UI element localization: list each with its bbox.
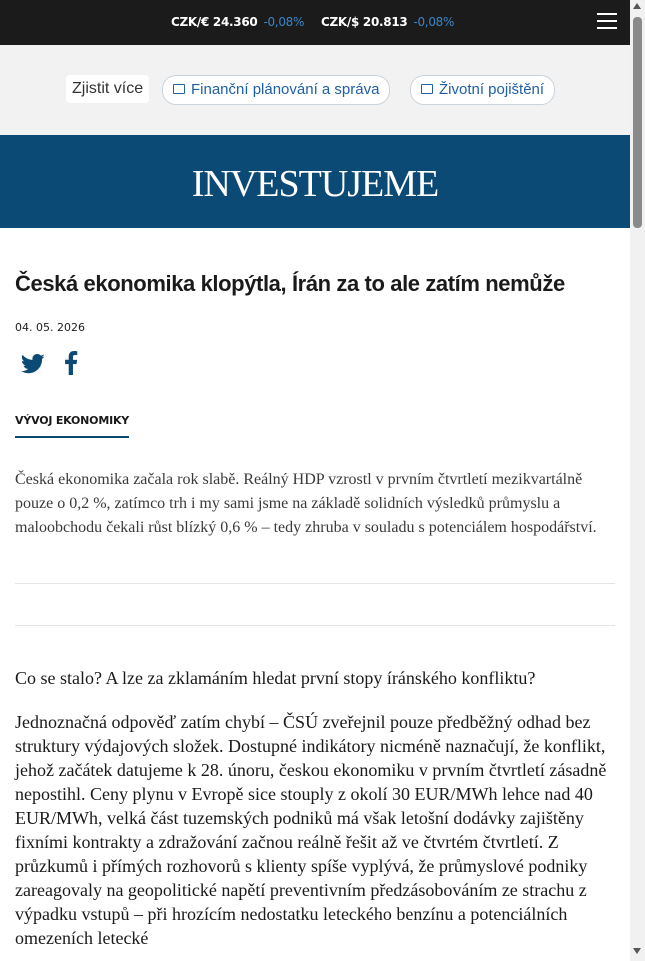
facebook-icon[interactable] [62, 351, 80, 375]
chip-financni-planovani[interactable] [162, 75, 390, 105]
rate-usd-label: CZK/$ 20.813 [321, 15, 408, 29]
scroll-down-icon[interactable] [633, 948, 641, 954]
rate-eur-change: -0,08% [263, 15, 305, 29]
filter-label: Zjistit více [66, 75, 149, 103]
brand-banner [0, 135, 630, 228]
chip-label: Životní pojištění [439, 81, 545, 98]
rate-usd-change: -0,08% [413, 15, 455, 29]
divider [15, 625, 615, 626]
document-icon [421, 84, 433, 94]
rate-eur-label: CZK/€ 24.360 [171, 15, 258, 29]
scroll-up-icon[interactable] [633, 3, 641, 9]
category-link[interactable]: VÝVOJ EKONOMIKY [15, 414, 129, 438]
article-body: Jednoznačná odpověď zatím chybí – ČSÚ zveřejnil pouze předběžný odhad bez struktury výdajových složek. Dostupné indikátory nicméně naznačují, že konflikt, jehož začátek datujeme k 28. únoru, českou ekonomiku v prvním čtvrtletí zásadně nepostihl. Ceny plynu v Evropě sice stouply z okolí 30 EUR/MWh lehce nad 40 EUR/MWh, velká část tuzemských podniků má však letošní dodávky zajištěny fixními kontrakty a zdražování začnou reálně řešit až ve čtvrtém čtvrtletí. Z průzkumů i přímých rozhovorů s klienty spíše vyplývá, že průmyslové podniky zareagovaly na geopolitické napětí preventivním předzásobováním ze strachu z výpadku vstupů – při hrozícím nedostatku leteckého benzínu a potenciálních omezeních letecké [15, 712, 607, 948]
chip-zivotni-pojisteni[interactable] [410, 75, 555, 105]
article-perex: Česká ekonomika začala rok slabě. Reálný HDP vzrostl v prvním čtvrtletí mezikvartálně pouze o 0,2 %, zatímco trh i my sami jsme na základě solidních výsledků průmyslu a maloobchodu čekali růst blízký 0,6 % – tedy zhruba v souladu s potenciálem hospodářství. [15, 471, 597, 536]
brand-logo[interactable]: INVESTUJEME [191, 163, 439, 205]
chip-label: Finanční plánování a správa [191, 81, 380, 98]
scrollbar-thumb[interactable] [633, 17, 642, 228]
rate-eur [171, 15, 304, 29]
top-bar [0, 0, 630, 45]
document-icon [173, 84, 185, 94]
article-title: Česká ekonomika klopýtla, Írán za to ale zatím nemůže [15, 271, 565, 296]
hamburger-menu-icon[interactable] [597, 13, 617, 31]
rate-usd [321, 15, 454, 29]
filter-bar [0, 45, 630, 135]
article-date: 04. 05. 2026 [15, 321, 85, 334]
article-subheading: Co se stalo? A lze za zklamáním hledat první stopy íránského konfliktu? [15, 668, 536, 688]
divider [15, 583, 615, 584]
twitter-icon[interactable] [21, 353, 45, 375]
